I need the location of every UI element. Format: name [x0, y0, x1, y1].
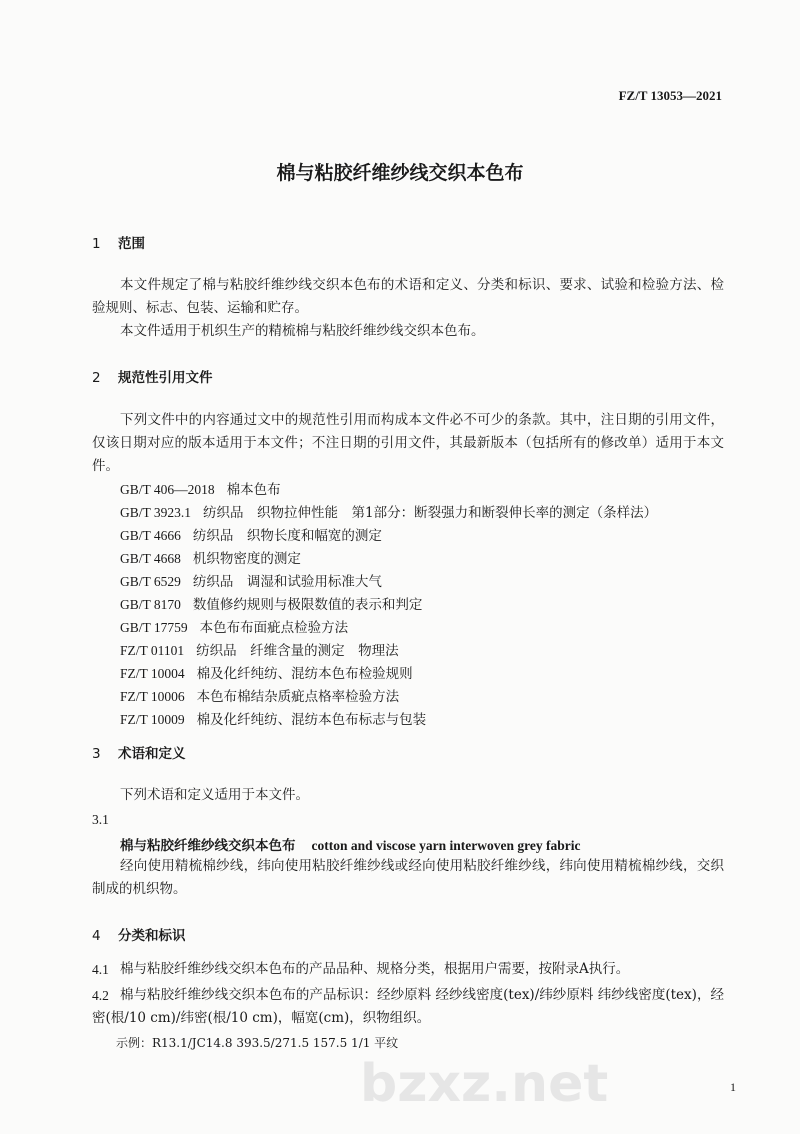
- reference-item: [120, 524, 724, 548]
- section-3-heading: [92, 742, 186, 762]
- paragraph: 棉与粘胶纤维纱线交织本色布的产品品种、规格分类，根据用户需要，按附录A执行。: [120, 961, 630, 977]
- section-4-heading: [92, 924, 186, 944]
- section-title: 规范性引用文件: [118, 370, 213, 386]
- section-title: 术语和定义: [118, 746, 186, 762]
- reference-code: GB/T 4666: [120, 528, 181, 543]
- reference-code: FZ/T 10004: [120, 666, 185, 681]
- watermark: bzxz.net: [360, 1054, 609, 1114]
- reference-item: [120, 501, 724, 525]
- reference-code: GB/T 406—2018: [120, 482, 215, 497]
- reference-code: GB/T 17759: [120, 620, 188, 635]
- reference-item: [120, 570, 724, 594]
- clause-number: 3.1: [92, 812, 109, 827]
- reference-item: [120, 593, 724, 617]
- term-zh: 棉与粘胶纤维纱线交织本色布: [120, 838, 296, 854]
- section-title: 分类和标识: [118, 928, 186, 944]
- standard-code: FZ/T 13053—2021: [618, 88, 722, 103]
- section-number: 2: [92, 370, 101, 386]
- section-number: 1: [92, 236, 101, 252]
- reference-item: [120, 639, 724, 663]
- term: [120, 834, 724, 854]
- reference-title: 本色布棉结杂质疵点格率检验方法: [196, 689, 400, 705]
- reference-code: GB/T 6529: [120, 574, 181, 589]
- reference-title: 棉本色布: [226, 482, 281, 498]
- section-1-heading: [92, 232, 145, 252]
- page-number: 1: [730, 1080, 736, 1094]
- definition: 经向使用精梳棉纱线，纬向使用粘胶纤维纱线或经向使用粘胶纤维纱线，纬向使用精梳棉纱线，交织制成的机织物。: [92, 858, 724, 897]
- reference-title: 机织物密度的测定: [192, 551, 301, 567]
- reference-title: 棉及化纤纯纺、混纺本色布检验规则: [196, 666, 413, 682]
- reference-code: GB/T 3923.1: [120, 505, 192, 520]
- reference-item: [120, 685, 724, 709]
- reference-title: 纺织品 调湿和试验用标准大气: [192, 574, 382, 590]
- term-en: cotton and viscose yarn interwoven grey fabric: [311, 838, 581, 853]
- reference-title: 纺织品 织物拉伸性能 第1部分：断裂强力和断裂伸长率的测定（条样法）: [203, 505, 658, 521]
- reference-item: [120, 616, 724, 640]
- section-number: 3: [92, 746, 101, 762]
- reference-item: [120, 478, 724, 502]
- reference-item: [120, 708, 724, 732]
- reference-code: FZ/T 10009: [120, 712, 185, 727]
- reference-code: GB/T 8170: [120, 597, 181, 612]
- reference-title: 数值修约规则与极限数值的表示和判定: [192, 597, 423, 613]
- clause-number: 4.2: [92, 988, 109, 1003]
- document-title: 棉与粘胶纤维纱线交织本色布: [276, 162, 524, 184]
- reference-title: 本色布布面疵点检验方法: [199, 620, 349, 636]
- clause-number: 4.1: [92, 962, 109, 977]
- reference-title: 棉及化纤纯纺、混纺本色布标志与包装: [196, 712, 427, 728]
- example: 示例：R13.1/JC14.8 393.5/271.5 157.5 1/1 平纹: [116, 1036, 399, 1050]
- reference-item: [120, 662, 724, 686]
- reference-code: FZ/T 10006: [120, 689, 185, 704]
- reference-code: GB/T 4668: [120, 551, 181, 566]
- paragraph: 棉与粘胶纤维纱线交织本色布的产品标识：经纱原料 经纱线密度(tex)/纬纱原料 纬纱线密度(tex)，经密(根/10 cm)/纬密(根/10 cm)，幅宽(cm)，织物组织。: [92, 987, 724, 1026]
- section-title: 范围: [118, 236, 145, 252]
- paragraph: 下列术语和定义适用于本文件。: [120, 787, 309, 803]
- reference-title: 纺织品 织物长度和幅宽的测定: [192, 528, 382, 544]
- section-2-heading: [92, 366, 213, 386]
- paragraph: 下列文件中的内容通过文中的规范性引用而构成本文件必不可少的条款。其中，注日期的引用文件，仅该日期对应的版本适用于本文件；不注日期的引用文件，其最新版本（包括所有的修改单）适用于本文件。: [92, 412, 724, 474]
- paragraph: 本文件适用于机织生产的精梳棉与粘胶纤维纱线交织本色布。: [120, 323, 485, 339]
- reference-title: 纺织品 纤维含量的测定 物理法: [196, 643, 399, 659]
- section-number: 4: [92, 928, 101, 944]
- reference-code: FZ/T 01101: [120, 643, 185, 658]
- reference-item: [120, 547, 724, 571]
- paragraph: 本文件规定了棉与粘胶纤维纱线交织本色布的术语和定义、分类和标识、要求、试验和检验方法、检验规则、标志、包装、运输和贮存。: [92, 277, 724, 316]
